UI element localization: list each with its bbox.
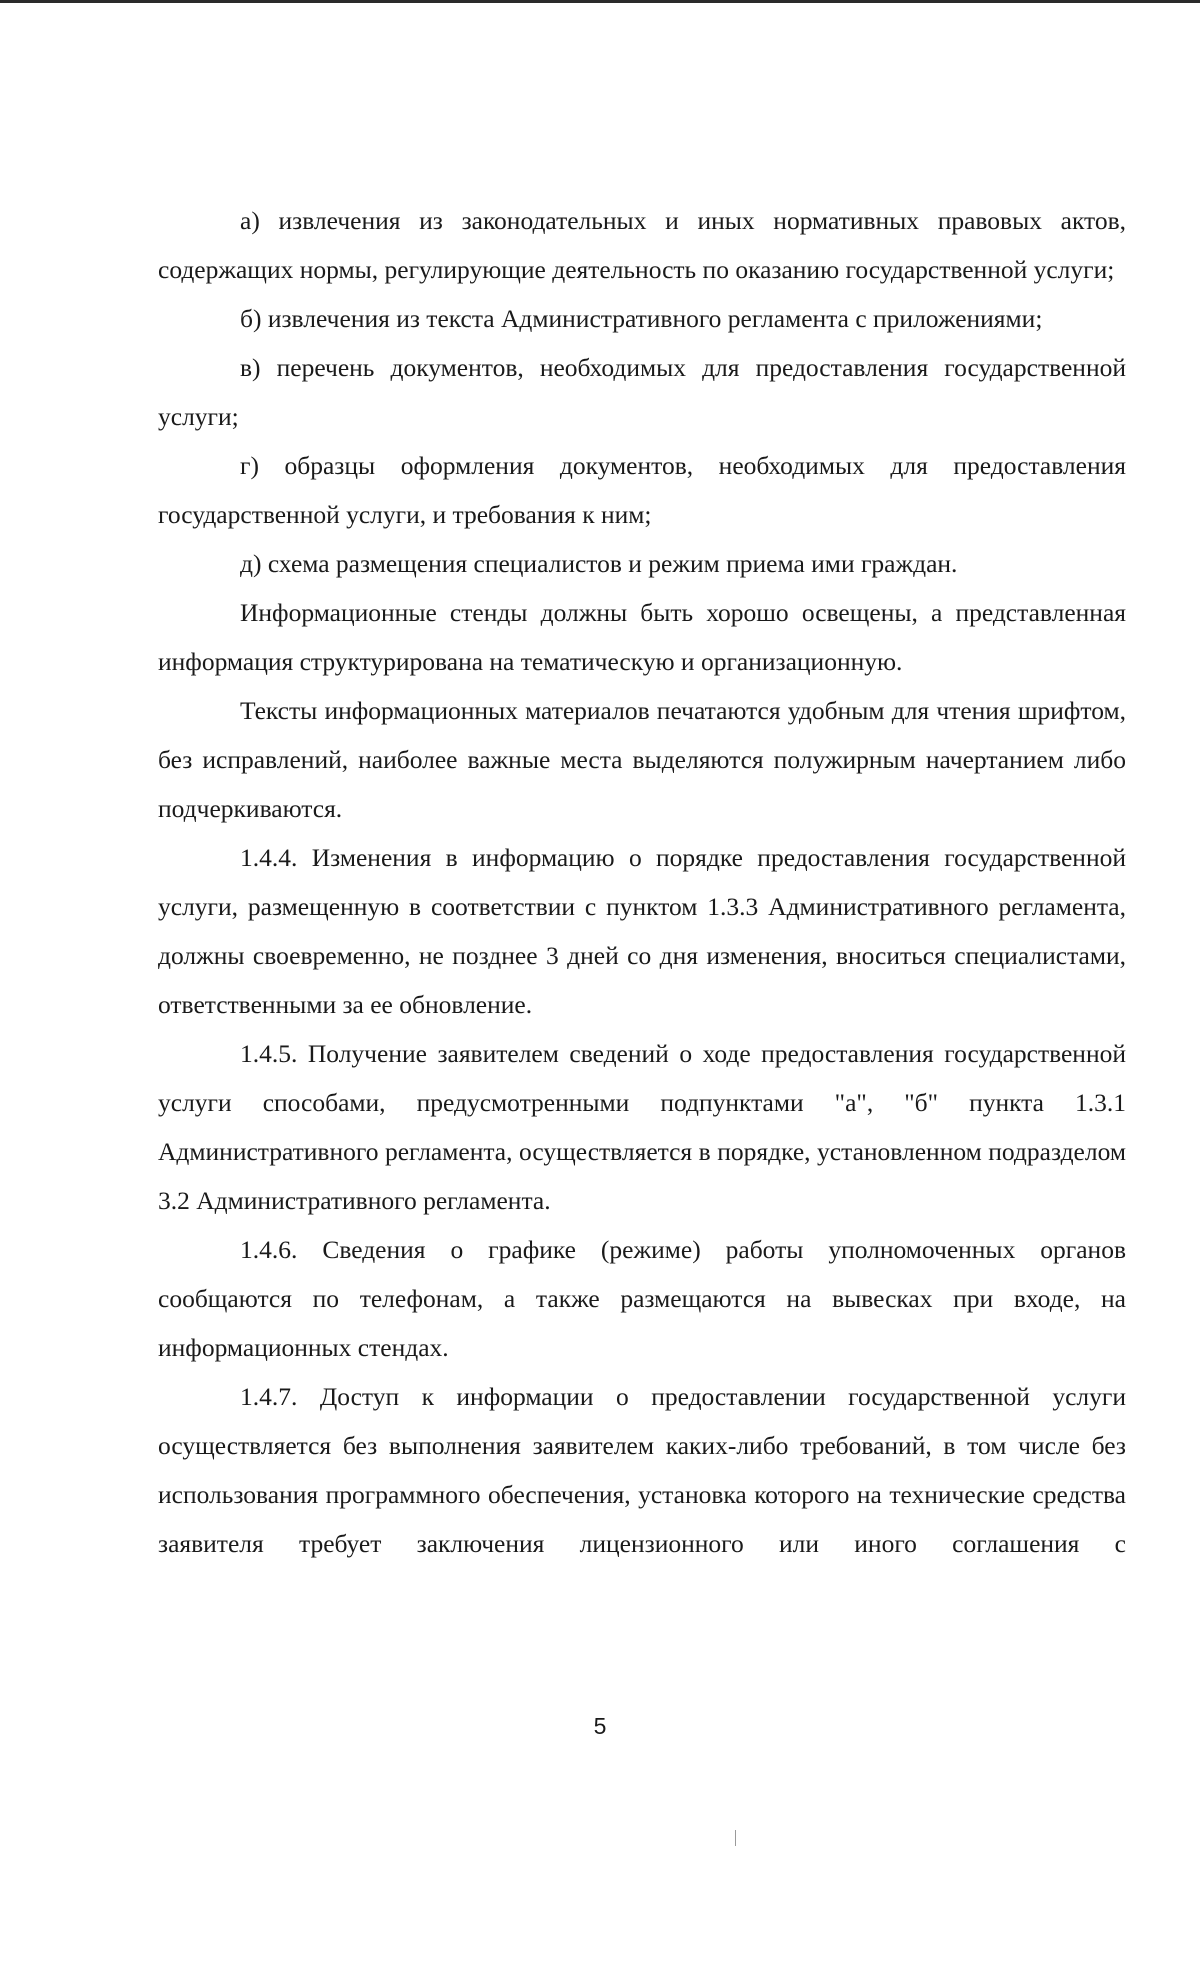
- paragraph-1-4-5: 1.4.5. Получение заявителем сведений о ходе предоставления государственной услуги способами, предусмотренными подпунктами "а", "б" пункта 1.3.1 Административного регламента, осуществляется в порядке, установленном подразделом 3.2 Административного регламента.: [158, 1039, 1126, 1215]
- paragraph-1-4-4: 1.4.4. Изменения в информацию о порядке предоставления государственной услуги, размещенную в соответствии с пунктом 1.3.3 Административного регламента, должны своевременно, не позднее 3 дней со дня изменения, вноситься специалистами, ответственными за ее обновление.: [158, 843, 1126, 1019]
- paragraph-item-d: д) схема размещения специалистов и режим приема ими граждан.: [240, 549, 958, 578]
- paragraph-materials-font: Тексты информационных материалов печатаются удобным для чтения шрифтом, без исправлений, наиболее важные места выделяются полужирным начертанием либо подчеркиваются.: [158, 696, 1126, 823]
- paragraph-item-v: в) перечень документов, необходимых для предоставления государственной услуги;: [158, 353, 1126, 431]
- page-number: 5: [593, 1713, 607, 1739]
- document-body: [158, 196, 1126, 1568]
- paragraph-item-g: г) образцы оформления документов, необходимых для предоставления государственной услуги, и требования к ним;: [158, 451, 1126, 529]
- scan-artifact-mark: [735, 1830, 736, 1846]
- paragraph-item-b: б) извлечения из текста Административного регламента с приложениями;: [240, 304, 1043, 333]
- paragraph-item-a: а) извлечения из законодательных и иных нормативных правовых актов, содержащих нормы, регулирующие деятельность по оказанию государственной услуги;: [158, 206, 1126, 284]
- paragraph-stands-lighting: Информационные стенды должны быть хорошо освещены, а представленная информация структурирована на тематическую и организационную.: [158, 598, 1126, 676]
- top-border-line: [0, 0, 1200, 3]
- paragraph-1-4-6: 1.4.6. Сведения о графике (режиме) работы уполномоченных органов сообщаются по телефонам, а также размещаются на вывесках при входе, на информационных стендах.: [158, 1235, 1126, 1362]
- paragraph-1-4-7: 1.4.7. Доступ к информации о предоставлении государственной услуги осуществляется без выполнения заявителем каких-либо требований, в том числе без использования программного обеспечения, установка которого на технические средства заявителя требует заключения лицензионного или иного соглашения с: [158, 1382, 1126, 1558]
